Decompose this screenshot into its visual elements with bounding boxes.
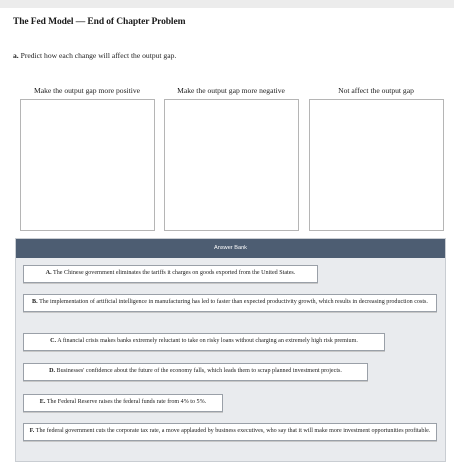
chip-text: The Federal Reserve raises the federal funds rate from 4% to 5%. <box>46 399 207 405</box>
chip-letter: A. <box>45 270 52 276</box>
page-title: The Fed Model — End of Chapter Problem <box>13 17 186 27</box>
chip-letter: E. <box>39 399 46 405</box>
drop-zone-no-effect[interactable] <box>309 99 444 231</box>
question-letter: a. <box>13 51 19 60</box>
question-prompt <box>13 51 176 60</box>
chip-text: The Chinese government eliminates the tariffs it charges on goods exported from the United States. <box>53 270 296 276</box>
drop-zone-positive[interactable] <box>20 99 155 231</box>
chip-text: Businesses' confidence about the future of the economy falls, which leads them to scrap planned investment projects. <box>56 368 342 374</box>
answer-bank-header: Answer Bank <box>16 239 445 258</box>
answer-chip-e[interactable] <box>23 394 223 412</box>
answer-chip-d[interactable] <box>23 363 368 381</box>
drop-zone-negative[interactable] <box>164 99 299 231</box>
column-header-positive: Make the output gap more positive <box>33 86 141 95</box>
answer-chip-a[interactable] <box>23 265 318 283</box>
chip-letter: C. <box>50 338 57 344</box>
chip-text: The federal government cuts the corporate tax rate, a move applauded by business executives, who say that it will make more investment opportunities profitable. <box>35 428 431 434</box>
chip-letter: F. <box>29 428 35 434</box>
chip-letter: B. <box>32 299 38 305</box>
answer-chip-c[interactable] <box>23 333 385 351</box>
column-header-no-effect: Not affect the output gap <box>338 86 414 95</box>
chip-text: A financial crisis makes banks extremely reluctant to take on risky loans without charging an extremely high risk premium. <box>57 338 358 344</box>
question-text: Predict how each change will affect the output gap. <box>20 51 177 60</box>
answer-bank <box>15 238 446 462</box>
top-strip <box>0 0 454 8</box>
chip-letter: D. <box>49 368 55 374</box>
answer-chip-f[interactable] <box>23 423 437 441</box>
column-header-negative: Make the output gap more negative <box>177 86 285 95</box>
answer-chip-b[interactable] <box>23 294 437 312</box>
chip-text: The implementation of artificial intelligence in manufacturing has led to faster than expected productivity growth, which results in decreasing production costs. <box>39 299 428 305</box>
